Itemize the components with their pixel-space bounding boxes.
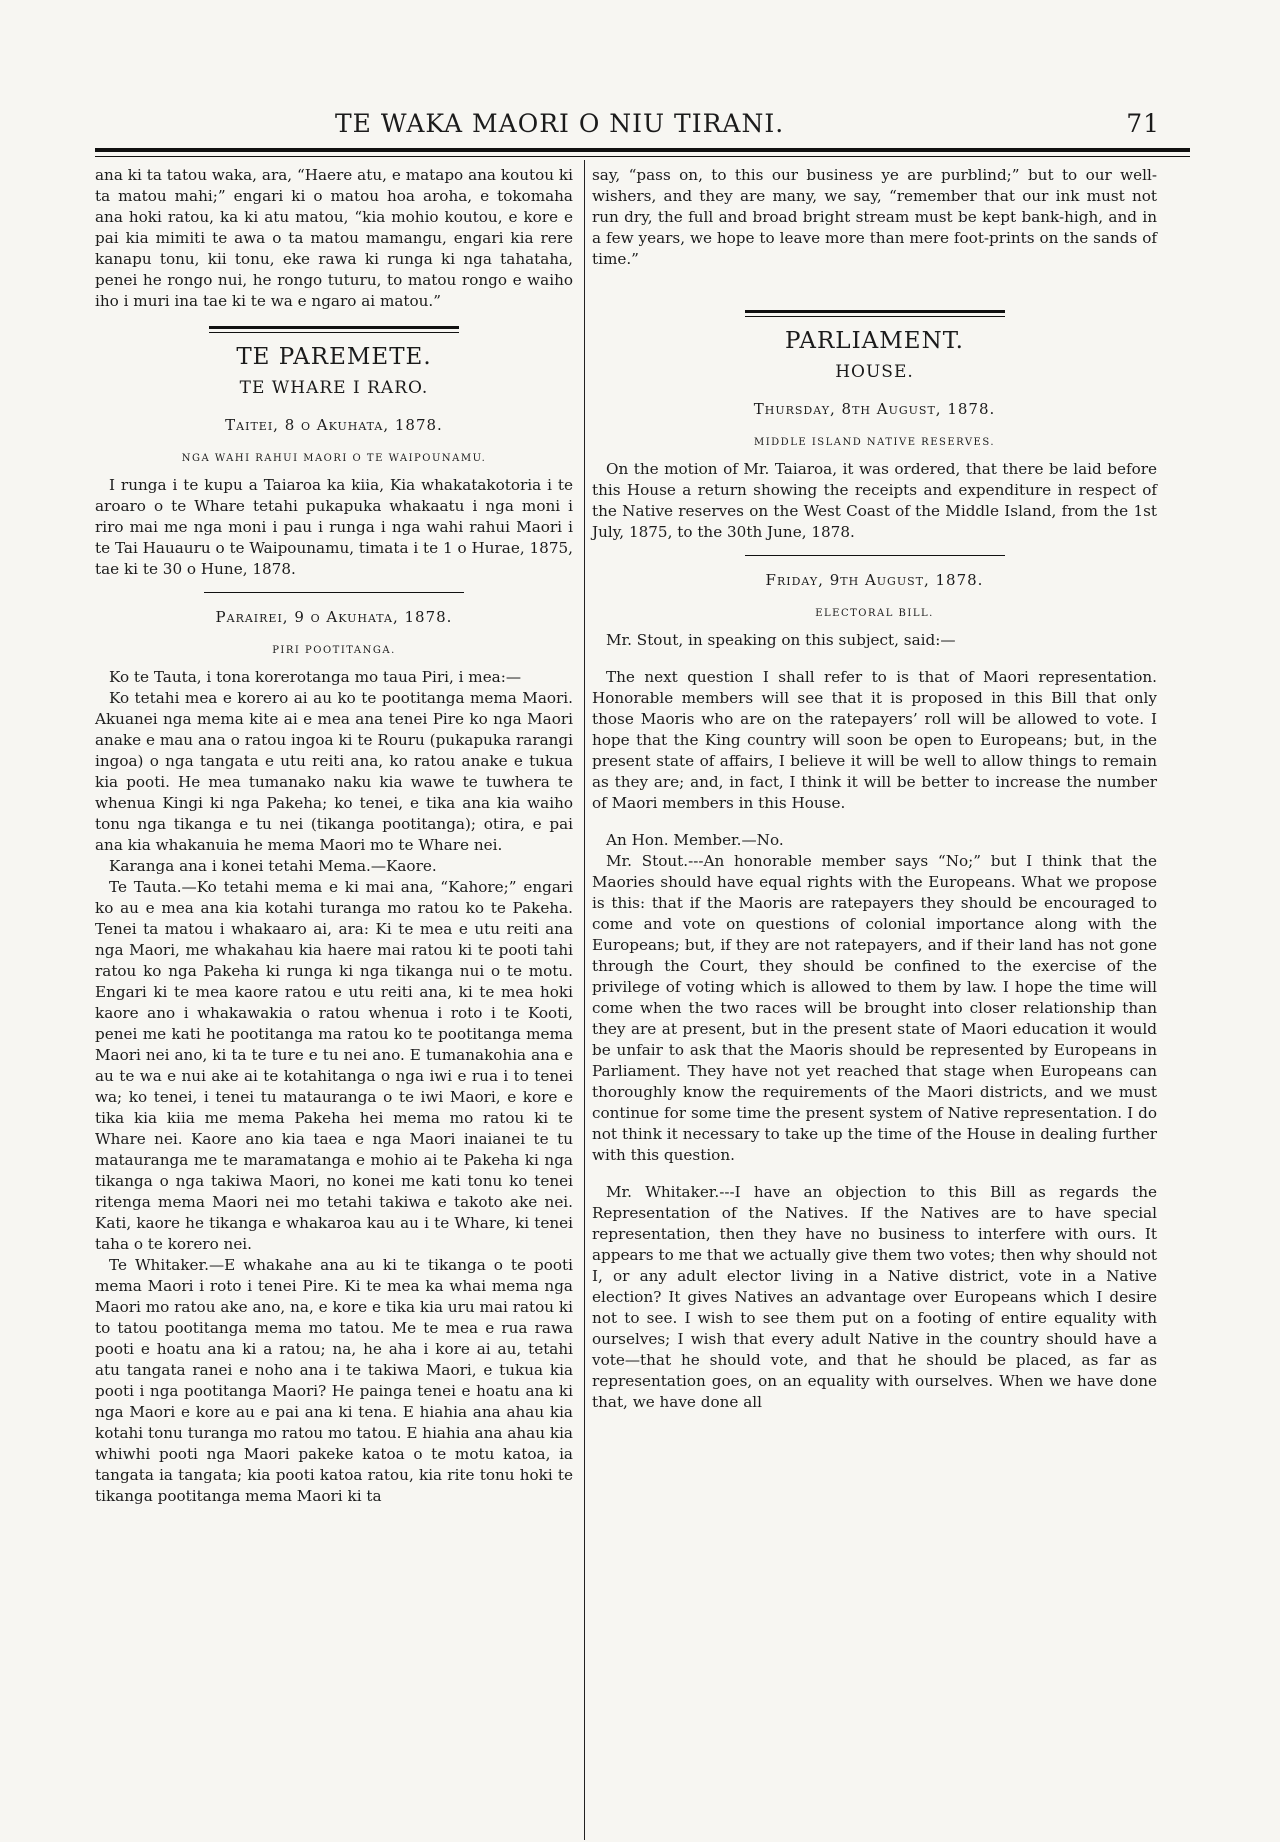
left-house-title: TE WHARE I RARO. — [239, 378, 429, 398]
right-date-1: Thursday, 8th August, 1878. — [753, 400, 996, 418]
header-rule-thin — [95, 156, 1190, 157]
right-paragraph: On the motion of Mr. Taiaroa, it was ordered, that there be laid before this House a return showing the receipts and expenditure in respect of the Native reserves on the West Coast of the Middle Island, from the 1st July, 1875, to the 30th June, 1878. — [592, 460, 1157, 541]
left-topic-2: PIRI POOTITANGA. — [272, 645, 396, 656]
item-divider — [745, 555, 1005, 556]
right-paragraph: Mr. Whitaker.---I have an objection to this Bill as regards the Representation of the Natives. If the Natives are to have special representation, then they have no business to interfere with ours. It appears to me that we actually give them two votes; then why should not I, or any adult elector living in a Native district, vote in a Native election? It gives Natives an advantage over Europeans which I desire not to see. I wish to see them put on a footing of entire equality with ourselves; I wish that every adult Native in the country should have a vote—that he should vote, and that he should be placed, as far as representation goes, on an equality with ourselves. When we have done that, we have done all — [592, 1183, 1157, 1411]
section-divider — [209, 326, 459, 333]
right-paragraph: Mr. Stout.---An honorable member says “No;” but I think that the Maories should have equal rights with the Europeans. What we propose is this: that if the Maoris are ratepayers they should be encouraged to come and vote on questions of colonial importance along with the Europeans; but, if they are not ratepayers, and if their land has not gone through the Court, they should be confined to the exercise of the privilege of voting which is allowed to them by law. I hope the time will come when the two races will be brought into closer relationship than they are at present, but in the present state of Maori education it would be unfair to ask that the Maoris should be represented by Europeans in Parliament. They have not yet reached that stage when Europeans can thoroughly know the requirements of the Maori districts, and we must continue for some time the present system of Native representation. I do not think it necessary to take up the time of the House in dealing further with this question. — [592, 852, 1157, 1164]
maori-column — [95, 165, 573, 1507]
right-intro-text: say, “pass on, to this our business ye are purblind;” but to our well-wishers, and they are many, we say, “remember that our ink must not run dry, the full and broad bright stream must be kept bank-high, and in a few years, we hope to leave more than mere foot-prints on the sands of time.” — [592, 166, 1157, 268]
item-divider — [204, 592, 464, 593]
right-topic-1: MIDDLE ISLAND NATIVE RESERVES. — [753, 437, 996, 448]
right-paragraph: The next question I shall refer to is that of Maori representation. Honorable members will see that it is proposed in this Bill that only those Maoris who are on the ratepayers’ roll will be allowed to vote. I hope that the King country will soon be open to Europeans; but, in the present state of affairs, I believe it will be well to allow things to remain as they are; and, in fact, I think it will be better to increase the number of Maori members in this House. — [592, 668, 1157, 812]
left-intro-text: ana ki ta tatou waka, ara, “Haere atu, e matapo ana koutou ki ta matou mahi;” engari ki o matou hoa aroha, e tokomaha ana hoki ratou, ka ki atu matou, “kia mohio koutou, e kore e pai kia mimiti te awa o ta matou mamangu, engari kia rere kanapu tonu, kii tonu, eke rawa ki runga ki nga tahataha, penei he rongo nui, he rongo tuturu, to matou rongo e waiho iho i muri ina tae ki te wa e ngaro ai matou.” — [95, 166, 573, 310]
left-paragraph: Ko tetahi mea e korero ai au ko te pootitanga mema Maori. Akuanei nga mema kite ai e mea ana tenei Pire ko nga Maori anake e mau ana o ratou ingoa ki te Rouru (pukapuka rarangi ingoa) o nga tangata e utu reiti ana, ko ratou anake e tukua kia pooti. He mea tumanako naku kia wawe te tuwhera te whenua Kingi ki nga Pakeha; ko tenei, e tika ana kia waiho tonu nga tikanga e tu nei (tikanga pootitanga); otira, e pai ana kia whakanuia he mema Maori mo te Whare nei. — [95, 689, 573, 854]
newspaper-page — [95, 0, 1190, 1842]
masthead-title: TE WAKA MAORI O NIU TIRANI. — [335, 109, 785, 138]
right-paragraph: Mr. Stout, in speaking on this subject, said:— — [606, 631, 956, 649]
page-number: 71 — [1126, 109, 1160, 138]
header-rule — [95, 148, 1190, 152]
column-divider — [584, 160, 585, 1840]
right-section-title: PARLIAMENT. — [785, 328, 964, 354]
page-header — [95, 103, 1190, 143]
left-paragraph: I runga i te kupu a Taiaroa ka kiia, Kia whakatakotoria i te aroaro o te Whare tetahi pukapuka whakaatu i nga moni i riro mai me nga moni i pau i runga i nga wahi rahui Maori i te Tai Hauauru o te Waipounamu, timata i te 1 o Hurae, 1875, tae ki te 30 o Hune, 1878. — [95, 476, 573, 578]
left-paragraph: Te Whitaker.—E whakahe ana au ki te tikanga o te pooti mema Maori i roto i tenei Pire. Ki te mea ka whai mema nga Maori mo ratou ake ano, na, e kore e tika kia uru mai ratou ki to tatou pootitanga mema mo tatou. Me te mea e rua rawa pooti e hoatu ana ki a ratou; na, he aha i kore ai au, tetahi atu tangata ranei e noho ana i te takiwa Maori, e tukua kia pooti i nga pootitanga Maori? He painga tenei e hoatu ana ki nga Maori e kore au e pai ana ki tena. E hiahia ana ahau kia kotahi tonu turanga mo ratou mo tatou. E hiahia ana ahau kia whiwhi pooti nga Maori pakeke katoa o te motu katoa, ia tangata ia tangata; kia pooti katoa ratou, kia rite tonu hoki te tikanga pootitanga mema Maori ki ta — [95, 1256, 573, 1505]
left-section-title: TE PAREMETE. — [236, 344, 432, 370]
left-paragraph: Te Tauta.—Ko tetahi mema e ki mai ana, “Kahore;” engari ko au e mea ana kia kotahi turanga mo ratou ko te Pakeha. Tenei ta matou i whakaaro ai, ara: Ki te mea e utu reiti ana nga Maori, me whakahau kia haere mai ratou ki te pooti tahi ratou ko nga Pakeha ki runga ki nga tikanga nui o te motu. Engari ki te mea kaore ratou e utu reiti ana, ki te mea hoki kaore ano i whakawakia o ratou whenua i roto i te Kooti, penei me kati he pootitanga ma ratou ko te pootitanga mema Maori nei ano, ki ta te ture e tu nei ano. E tumanakohia ana e au te wa e nui ake ai te kotahitanga o nga iwi e rua i to tenei wa; ko tenei, i tenei tu matauranga o te iwi Maori, e kore e tika kia kiia me mema Pakeha hei mema mo ratou ki te Whare nei. Kaore ano kia taea e nga Maori inaianei te tu matauranga me te maramatanga e mohio ai te Pakeha ki nga tikanga o nga takiwa Maori, no konei me kati tonu ko tenei ritenga mema Maori nei mo tetahi takiwa e takoto ake nei. Kati, kaore he tikanga e whakaroa kau au i te Whare, ki tenei taha o te korero nei. — [95, 878, 573, 1253]
right-house-title: HOUSE. — [835, 362, 914, 382]
english-column — [592, 165, 1157, 1413]
left-paragraph: Karanga ana i konei tetahi Mema.—Kaore. — [109, 857, 437, 875]
left-date-2: Parairei, 9 o Akuhata, 1878. — [215, 608, 453, 626]
right-topic-2: ELECTORAL BILL. — [815, 608, 934, 619]
left-date-1: Taitei, 8 o Akuhata, 1878. — [225, 416, 443, 434]
left-topic-1: NGA WAHI RAHUI MAORI O TE WAIPOUNAMU. — [181, 453, 487, 464]
section-divider — [745, 310, 1005, 317]
right-paragraph: An Hon. Member.—No. — [606, 831, 784, 849]
right-date-2: Friday, 9th August, 1878. — [765, 571, 984, 589]
left-paragraph: Ko te Tauta, i tona korerotanga mo taua Piri, i mea:— — [109, 668, 522, 686]
